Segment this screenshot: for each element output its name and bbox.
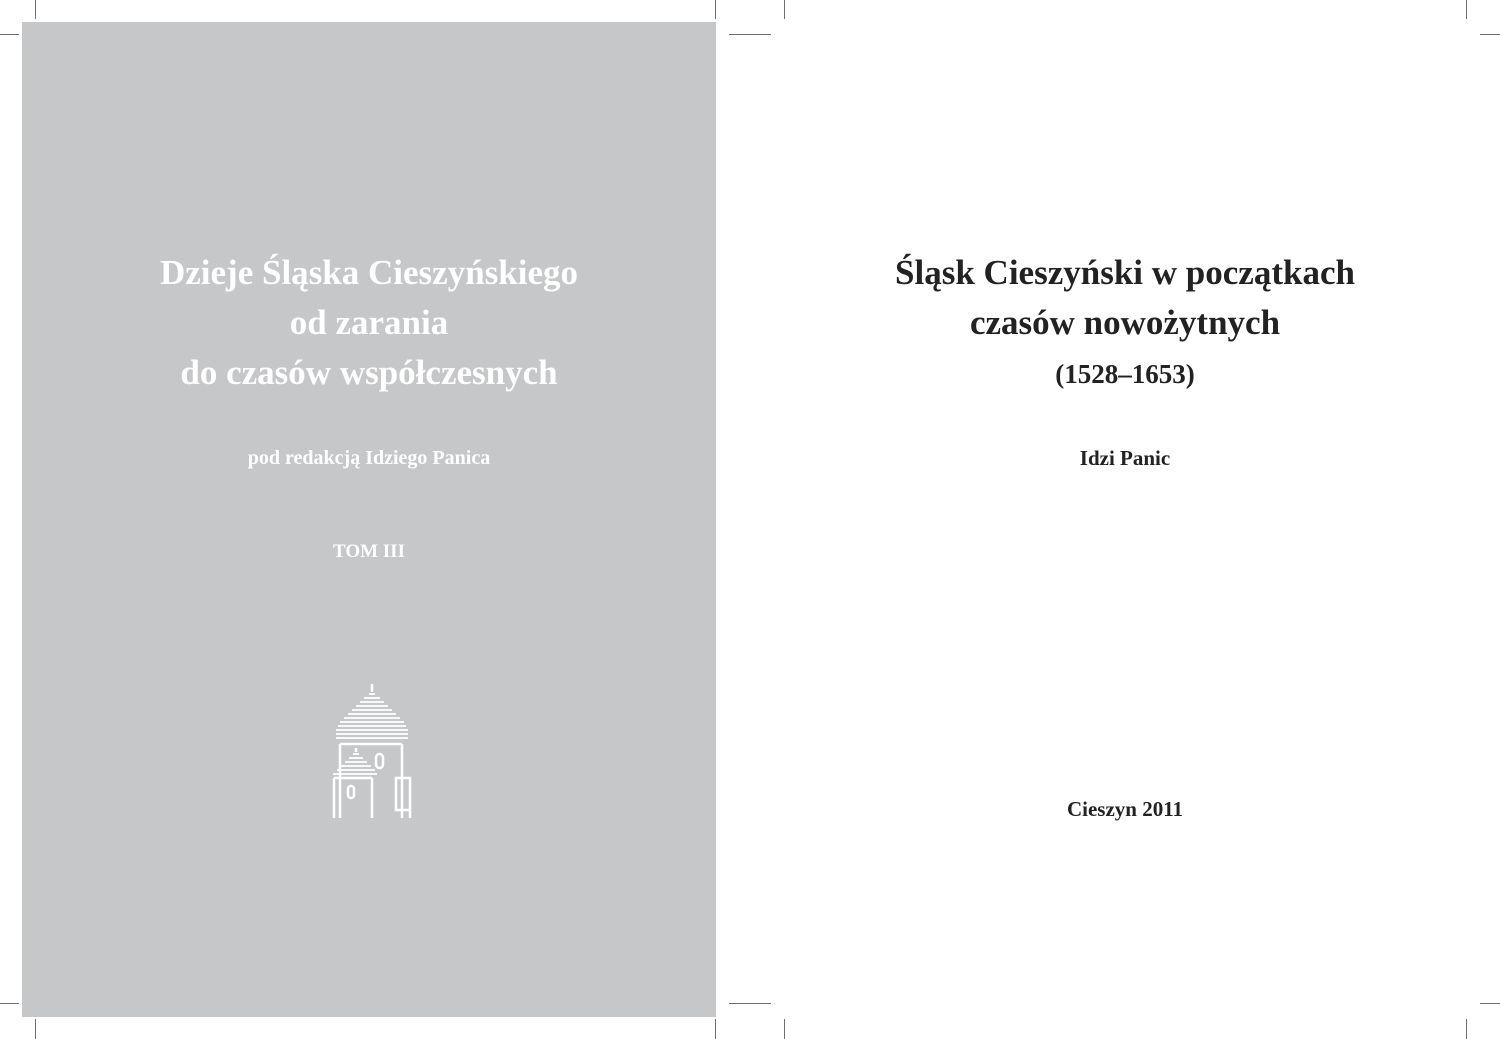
crop-mark	[729, 34, 771, 35]
date-range: (1528–1653)	[1055, 359, 1195, 389]
series-title	[22, 248, 716, 398]
series-title-line: Dzieje Śląska Cieszyńskiego	[159, 253, 579, 292]
right-page	[784, 22, 1466, 1017]
volume-number: TOM III	[333, 541, 405, 562]
crop-mark	[35, 0, 36, 19]
crop-mark	[1480, 34, 1500, 35]
author-name: Idzi Panic	[1079, 446, 1171, 470]
crop-mark	[784, 1019, 785, 1039]
crop-mark	[715, 1019, 716, 1039]
editor-credit: pod redakcją Idziego Panica	[247, 447, 491, 469]
publication-place-year: Cieszyn 2011	[1066, 797, 1184, 821]
church-tower-logo-icon	[320, 682, 424, 818]
book-title-line: czasów nowożytnych	[969, 303, 1281, 342]
crop-mark	[1466, 0, 1467, 19]
book-title	[784, 248, 1466, 348]
left-page	[22, 22, 716, 1017]
crop-mark	[1480, 1003, 1500, 1004]
book-title-line: Śląsk Cieszyński w początkach	[895, 253, 1355, 292]
crop-mark	[0, 34, 19, 35]
series-title-line: do czasów współczesnych	[180, 353, 558, 392]
crop-mark	[1466, 1019, 1467, 1039]
crop-mark	[784, 0, 785, 19]
crop-mark	[0, 1003, 19, 1004]
series-title-line: od zarania	[289, 303, 449, 342]
crop-mark	[715, 0, 716, 19]
crop-mark	[35, 1019, 36, 1039]
crop-mark	[729, 1003, 771, 1004]
